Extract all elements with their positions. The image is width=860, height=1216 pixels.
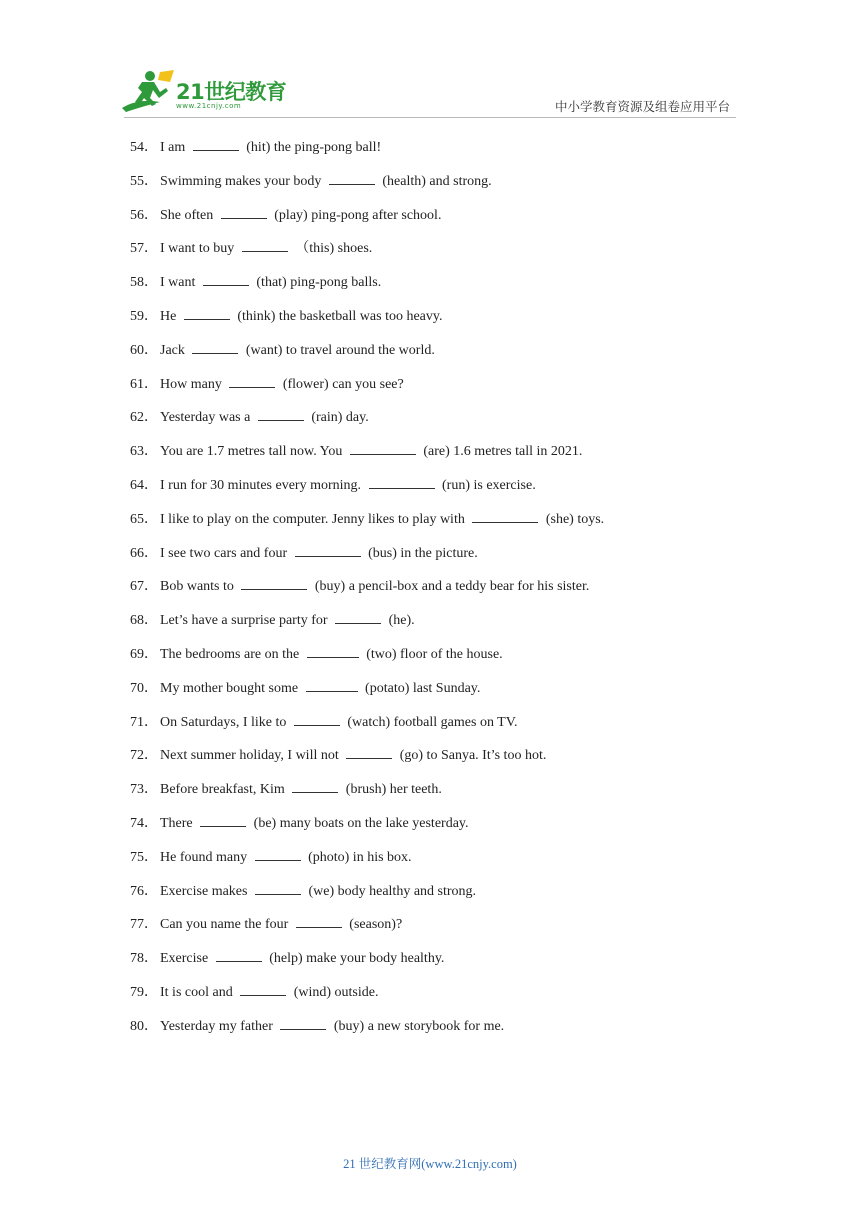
question-number: 77． (130, 917, 158, 933)
question-text-after: (wind) outside. (293, 984, 379, 1000)
question-text-before: I run for 30 minutes every morning. (160, 477, 362, 493)
answer-blank[interactable] (258, 406, 304, 421)
question-text-before: It is cool and (160, 984, 233, 1000)
question-text-after: （this) shoes. (295, 241, 373, 257)
question-number: 79． (130, 984, 158, 1000)
question-item (130, 947, 750, 981)
question-item (130, 508, 750, 542)
answer-blank[interactable] (329, 170, 375, 185)
question-text-before: I want to buy (160, 241, 235, 257)
question-text-after: (rain) day. (311, 410, 369, 426)
question-item (130, 170, 750, 204)
question-number: 63． (130, 444, 158, 460)
question-text-after: (play) ping-pong after school. (274, 207, 442, 223)
platform-tagline: 中小学教育资源及组卷应用平台 (554, 99, 730, 114)
question-item (130, 744, 750, 778)
question-item (130, 880, 750, 914)
question-number: 54． (130, 140, 158, 155)
question-text-after: (brush) her teeth. (345, 782, 442, 798)
question-number: 76． (130, 883, 158, 899)
answer-blank[interactable] (221, 204, 267, 219)
page-header (0, 0, 860, 125)
question-number: 69． (130, 646, 158, 662)
question-text-after: (go) to Sanya. It’s too hot. (399, 748, 547, 764)
question-number: 70． (130, 680, 158, 696)
question-text-before: He (160, 308, 177, 324)
question-item (130, 542, 750, 576)
question-item (130, 339, 750, 373)
question-text-after: (that) ping-pong balls. (256, 275, 382, 291)
question-item (130, 440, 750, 474)
question-number: 73． (130, 782, 158, 798)
question-item (130, 778, 750, 812)
question-item (130, 305, 750, 339)
question-text-after: (hit) the ping-pong ball! (246, 140, 382, 155)
question-number: 68． (130, 613, 158, 629)
answer-blank[interactable] (306, 677, 358, 692)
answer-blank[interactable] (216, 947, 262, 962)
question-item (130, 136, 750, 170)
answer-blank[interactable] (241, 575, 307, 590)
question-text-after: (think) the basketball was too heavy. (237, 308, 443, 324)
question-text-before: Can you name the four (160, 917, 289, 933)
question-text-after: (run) is exercise. (442, 477, 536, 493)
question-item (130, 643, 750, 677)
question-text-before: There (160, 815, 193, 831)
question-number: 80． (130, 1018, 158, 1034)
answer-blank[interactable] (296, 913, 342, 928)
question-item (130, 609, 750, 643)
question-text-after: (flower) can you see? (282, 376, 404, 392)
question-item (130, 711, 750, 745)
question-item (130, 913, 750, 947)
question-item (130, 237, 750, 271)
question-text-before: Jack (160, 342, 185, 358)
question-number: 56． (130, 207, 158, 223)
question-text-after: (are) 1.6 metres tall in 2021. (423, 444, 583, 460)
question-number: 64． (130, 477, 158, 493)
answer-blank[interactable] (193, 136, 239, 151)
question-text-before: Next summer holiday, I will not (160, 748, 339, 764)
question-number: 62． (130, 410, 158, 426)
question-number: 61． (130, 376, 158, 392)
question-text-before: The bedrooms are on the (160, 646, 300, 662)
question-text-before: He found many (160, 849, 248, 865)
question-item (130, 406, 750, 440)
answer-blank[interactable] (369, 474, 435, 489)
question-text-before: Swimming makes your body (160, 173, 322, 189)
question-number: 57． (130, 241, 158, 257)
question-item (130, 474, 750, 508)
question-text-after: (watch) football games on TV. (347, 714, 518, 730)
question-number: 67． (130, 579, 158, 595)
question-text-before: My mother bought some (160, 680, 299, 696)
question-number: 78． (130, 951, 158, 967)
question-text-after: (he). (388, 613, 415, 629)
question-text-after: (potato) last Sunday. (365, 680, 481, 696)
question-number: 75． (130, 849, 158, 865)
runner-logo-icon (120, 68, 180, 114)
answer-blank[interactable] (280, 1015, 326, 1030)
question-item (130, 373, 750, 407)
question-text-before: You are 1.7 metres tall now. You (160, 444, 343, 460)
question-text-before: I like to play on the computer. Jenny likes to play with (160, 511, 465, 527)
question-text-before: She often (160, 207, 214, 223)
answer-blank[interactable] (203, 271, 249, 286)
question-text-before: Let’s have a surprise party for (160, 613, 328, 629)
question-text-after: (want) to travel around the world. (245, 342, 435, 358)
question-item (130, 271, 750, 305)
answer-blank[interactable] (192, 339, 238, 354)
question-number: 66． (130, 545, 158, 561)
question-text-after: (two) floor of the house. (366, 646, 503, 662)
answer-blank[interactable] (200, 812, 246, 827)
question-item (130, 1015, 750, 1049)
question-text-after: (she) toys. (545, 511, 605, 527)
answer-blank[interactable] (255, 880, 301, 895)
question-number: 71． (130, 714, 158, 730)
answer-blank[interactable] (472, 508, 538, 523)
answer-blank[interactable] (184, 305, 230, 320)
question-text-after: (photo) in his box. (308, 849, 412, 865)
question-text-after: (health) and strong. (382, 173, 492, 189)
answer-blank[interactable] (294, 711, 340, 726)
question-text-before: Yesterday my father (160, 1018, 273, 1034)
logo-wordmark: 21世纪教育 (176, 80, 287, 104)
question-item (130, 677, 750, 711)
question-item (130, 846, 750, 880)
answer-blank[interactable] (242, 237, 288, 252)
question-text-before: Yesterday was a (160, 410, 251, 426)
question-text-after: (season)? (349, 917, 403, 933)
question-text-after: (help) make your body healthy. (269, 951, 445, 967)
site-logo[interactable] (120, 68, 290, 114)
question-text-before: Bob wants to (160, 579, 234, 595)
answer-blank[interactable] (335, 609, 381, 624)
question-number: 74． (130, 815, 158, 831)
question-item (130, 981, 750, 1015)
answer-blank[interactable] (295, 542, 361, 557)
answer-blank[interactable] (255, 846, 301, 861)
question-text-before: Before breakfast, Kim (160, 782, 285, 798)
answer-blank[interactable] (346, 744, 392, 759)
question-text-before: On Saturdays, I like to (160, 714, 287, 730)
question-text-before: How many (160, 376, 222, 392)
answer-blank[interactable] (292, 778, 338, 793)
question-number: 58． (130, 275, 158, 291)
question-number: 59． (130, 308, 158, 324)
question-text-before: I want (160, 275, 196, 291)
answer-blank[interactable] (240, 981, 286, 996)
question-text-after: (bus) in the picture. (368, 545, 478, 561)
question-text-before: Exercise (160, 951, 209, 967)
answer-blank[interactable] (350, 440, 416, 455)
question-item (130, 575, 750, 609)
question-number: 65． (130, 511, 158, 527)
answer-blank[interactable] (307, 643, 359, 658)
answer-blank[interactable] (229, 373, 275, 388)
question-list (130, 136, 750, 1049)
question-number: 55． (130, 173, 158, 189)
footer-source[interactable]: 21 世纪教育网(www.21cnjy.com) (343, 1157, 517, 1171)
question-item (130, 812, 750, 846)
question-item (130, 204, 750, 238)
question-text-after: (buy) a pencil-box and a teddy bear for his sister. (314, 579, 590, 595)
question-number: 60． (130, 342, 158, 358)
question-text-before: Exercise makes (160, 883, 248, 899)
header-divider (124, 117, 736, 118)
question-text-before: I am (160, 140, 186, 155)
question-text-after: (buy) a new storybook for me. (333, 1018, 505, 1034)
question-text-after: (be) many boats on the lake yesterday. (253, 815, 469, 831)
logo-url: www.21cnjy.com (176, 102, 242, 110)
question-text-before: I see two cars and four (160, 545, 288, 561)
question-number: 72． (130, 748, 158, 764)
question-text-after: (we) body healthy and strong. (308, 883, 477, 899)
